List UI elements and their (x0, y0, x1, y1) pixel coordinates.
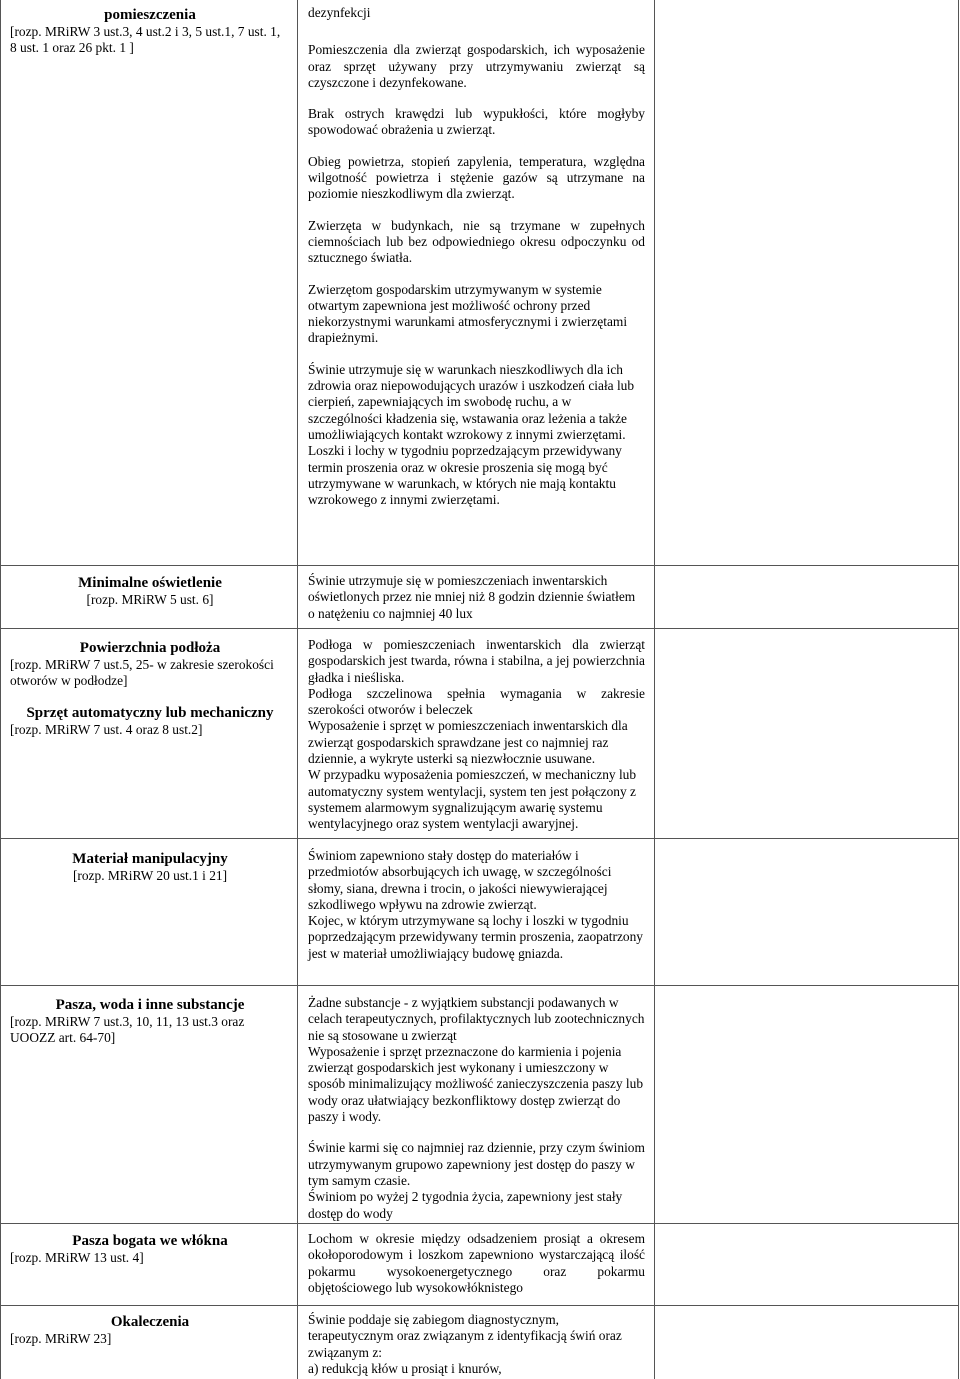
requirement-text: Świnie poddaje się zabiegom diagnostycznym, terapeutycznym oraz związanym z identyfikacją świń oraz związanym z: (308, 1312, 622, 1360)
requirements-cell-oswietlenie (308, 573, 645, 622)
requirement-text: Wyposażenie i sprzęt w pomieszczeniach inwentarskich dla zwierząt gospodarskich sprawdzane jest co najmniej raz dziennie, a wykryte usterki są niezwłocznie usuwane. (308, 718, 628, 767)
requirement-text: Brak ostrych krawędzi lub wypukłości, które mogłyby spowodować obrażenia u zwierząt. (308, 106, 645, 138)
criterion-title: Pasza bogata we włókna (72, 1233, 228, 1249)
requirements-cell-pasza-woda (308, 995, 645, 1222)
row-divider (0, 628, 959, 629)
requirement-text: Loszki i lochy w tygodniu poprzedzającym przewidywany termin proszenia oraz w okresie proszenia się mogą być utrzymywane w warunkach, w których nie mają kontaktu wzrokowego z innymi zwierzętami. (308, 443, 622, 508)
requirements-cell-okaleczenia (308, 1312, 645, 1377)
requirement-text: Obieg powietrza, stopień zapylenia, temperatura, względna wilgotność powietrza i stężenie gazów są utrzymane na poziomie nieszkodliwym dla zwierząt. (308, 153, 645, 202)
requirement-text: Świniom zapewniono stały dostęp do materiałów i przedmiotów absorbujących ich uwagę, w szczególności słomy, siana, drewna i trocin, o jakości niewywierającej szkodliwego wpływu na zdrowie zwierząt. (308, 848, 612, 912)
legal-reference: [rozp. MRiRW 20 ust.1 i 21] (72, 868, 228, 883)
table-border-right (958, 0, 959, 1379)
requirement-text: Wyposażenie i sprzęt przeznaczone do karmienia i pojenia zwierząt gospodarskich jest wykonany i umieszczony w sposób minimalizujący możliwość zanieczyszczenia paszy lub wody oraz ułatwiający bezkonfliktowy dostęp zwierząt do paszy i wody. (308, 1043, 644, 1125)
requirement-text: Świnie utrzymuje się w pomieszczeniach inwentarskich oświetlonych przez nie mniej niż 8 godzin dziennie światłem o natężeniu co najmniej 40 lux (308, 573, 636, 621)
requirement-text: Zwierzęta w budynkach, nie są trzymane w zupełnych ciemnościach lub bez odpowiedniego okresu odpoczynku od sztucznego światła. (308, 217, 645, 266)
requirement-text: Świnie utrzymuje się w warunkach nieszkodliwych dla ich zdrowia oraz niepowodujących urazów i uszkodzeń ciała lub cierpień, zapewniających im swobodę ruchu, a w szczególności kładzenia się, wstawania oraz leżenia a także umożliwiających kontakt wzrokowy z innymi zwierzętami. (308, 361, 635, 442)
criterion-cell-pasza-woda (10, 996, 290, 1046)
criterion-title: Powierzchnia podłoża (79, 640, 221, 656)
requirement-text: Podłoga w pomieszczeniach inwentarskich dla zwierząt gospodarskich jest twarda, równa i stabilna, a jej powierzchnia gładka i nieśliska. (308, 637, 645, 685)
criterion-title: pomieszczenia (104, 7, 196, 23)
requirement-text: W przypadku wyposażenia pomieszczeń, w mechaniczny lub automatyczny system wentylacji, system ten jest połączony z systemem alarmowym sygnalizującym awarię systemu wentylacyjnego oraz system wentylacji awaryjnej. (308, 767, 637, 832)
criterion-cell-okaleczenia (10, 1313, 290, 1347)
legal-reference: [rozp. MRiRW 7 ust.3, 10, 11, 13 ust.3 oraz UOOZZ art. 64-70] (10, 1014, 245, 1045)
requirement-text: Świnie karmi się co najmniej raz dziennie, przy czym świniom utrzymywanym grupowo zapewniony jest dostęp do paszy w tym samym czasie. (308, 1140, 645, 1188)
requirements-cell-pomieszczenia (308, 5, 645, 508)
criterion-cell-pomieszczenia (10, 6, 290, 56)
requirements-cell-material (308, 848, 645, 962)
requirement-text: Lochom w okresie między odsadzeniem prosiąt a okresem okołoporodowym i loszkom zapewniono wystarczającą ilość pokarmu wysokoenergetycznego oraz pokarmu objętościowego lub wysokowłóknistego (308, 1231, 645, 1295)
row-divider (0, 838, 959, 839)
requirement-text: Pomieszczenia dla zwierząt gospodarskich, ich wyposażenie oraz sprzęt używany przy utrzymywaniu zwierząt są czyszczone i dezynfekowane. (308, 42, 645, 90)
table-border-column-1 (297, 0, 298, 1379)
requirements-cell-podloze (308, 637, 645, 833)
legal-reference: [rozp. MRiRW 5 ust. 6] (86, 592, 214, 607)
criterion-title: Minimalne oświetlenie (78, 575, 222, 591)
row-divider (0, 1305, 959, 1306)
row-divider (0, 565, 959, 566)
criterion-cell-material (10, 850, 290, 884)
criterion-title: Okaleczenia (110, 1314, 190, 1330)
legal-reference: [rozp. MRiRW 3 ust.3, 4 ust.2 i 3, 5 ust.1, 7 ust. 1, 8 ust. 1 oraz 26 pkt. 1 ] (10, 24, 281, 55)
requirement-text: Podłoga szczelinowa spełnia wymagania w zakresie szerokości otworów i beleczek (308, 685, 645, 718)
requirement-text: dezynfekcji (308, 5, 371, 20)
criterion-cell-oswietlenie (10, 574, 290, 608)
row-divider (0, 1223, 959, 1224)
legal-reference: [rozp. MRiRW 13 ust. 4] (10, 1250, 144, 1265)
table-border-left (0, 0, 1, 1379)
criterion-title: Sprzęt automatyczny lub mechaniczny (26, 705, 274, 721)
criterion-cell-podloze (10, 639, 290, 738)
requirement-text: a) redukcją kłów u prosiąt i knurów, (308, 1360, 502, 1376)
requirement-text: Kojec, w którym utrzymywane są lochy i loszki w tygodniu poprzedzającym przewidywany termin proszenia, zaopatrzony jest w materiał umożliwiający budowę gniazda. (308, 913, 643, 961)
requirement-text: Żadne substancje - z wyjątkiem substancji podawanych w celach terapeutycznych, profilaktycznych lub zootechnicznych nie są stosowane u zwierząt (308, 995, 645, 1043)
requirement-text: Świniom po wyżej 2 tygodnia życia, zapewniony jest stały dostęp do wody (308, 1189, 623, 1221)
table-border-column-2 (654, 0, 655, 1379)
row-divider (0, 985, 959, 986)
requirement-text: Zwierzętom gospodarskim utrzymywanym w systemie otwartym zapewniona jest możliwość ochrony przed niekorzystnymi warunkami atmosferycznymi i zwierzętami drapieżnymi. (308, 281, 628, 346)
criterion-title: Pasza, woda i inne substancje (55, 997, 245, 1013)
legal-reference: [rozp. MRiRW 7 ust.5, 25- w zakresie szerokości otworów w podłodze] (10, 657, 274, 688)
requirements-cell-pasza-wlokno (308, 1231, 645, 1296)
legal-reference: [rozp. MRiRW 23] (10, 1331, 112, 1346)
criterion-cell-pasza-wlokno (10, 1232, 290, 1266)
legal-reference: [rozp. MRiRW 7 ust. 4 oraz 8 ust.2] (10, 722, 203, 737)
criterion-title: Materiał manipulacyjny (72, 851, 228, 867)
